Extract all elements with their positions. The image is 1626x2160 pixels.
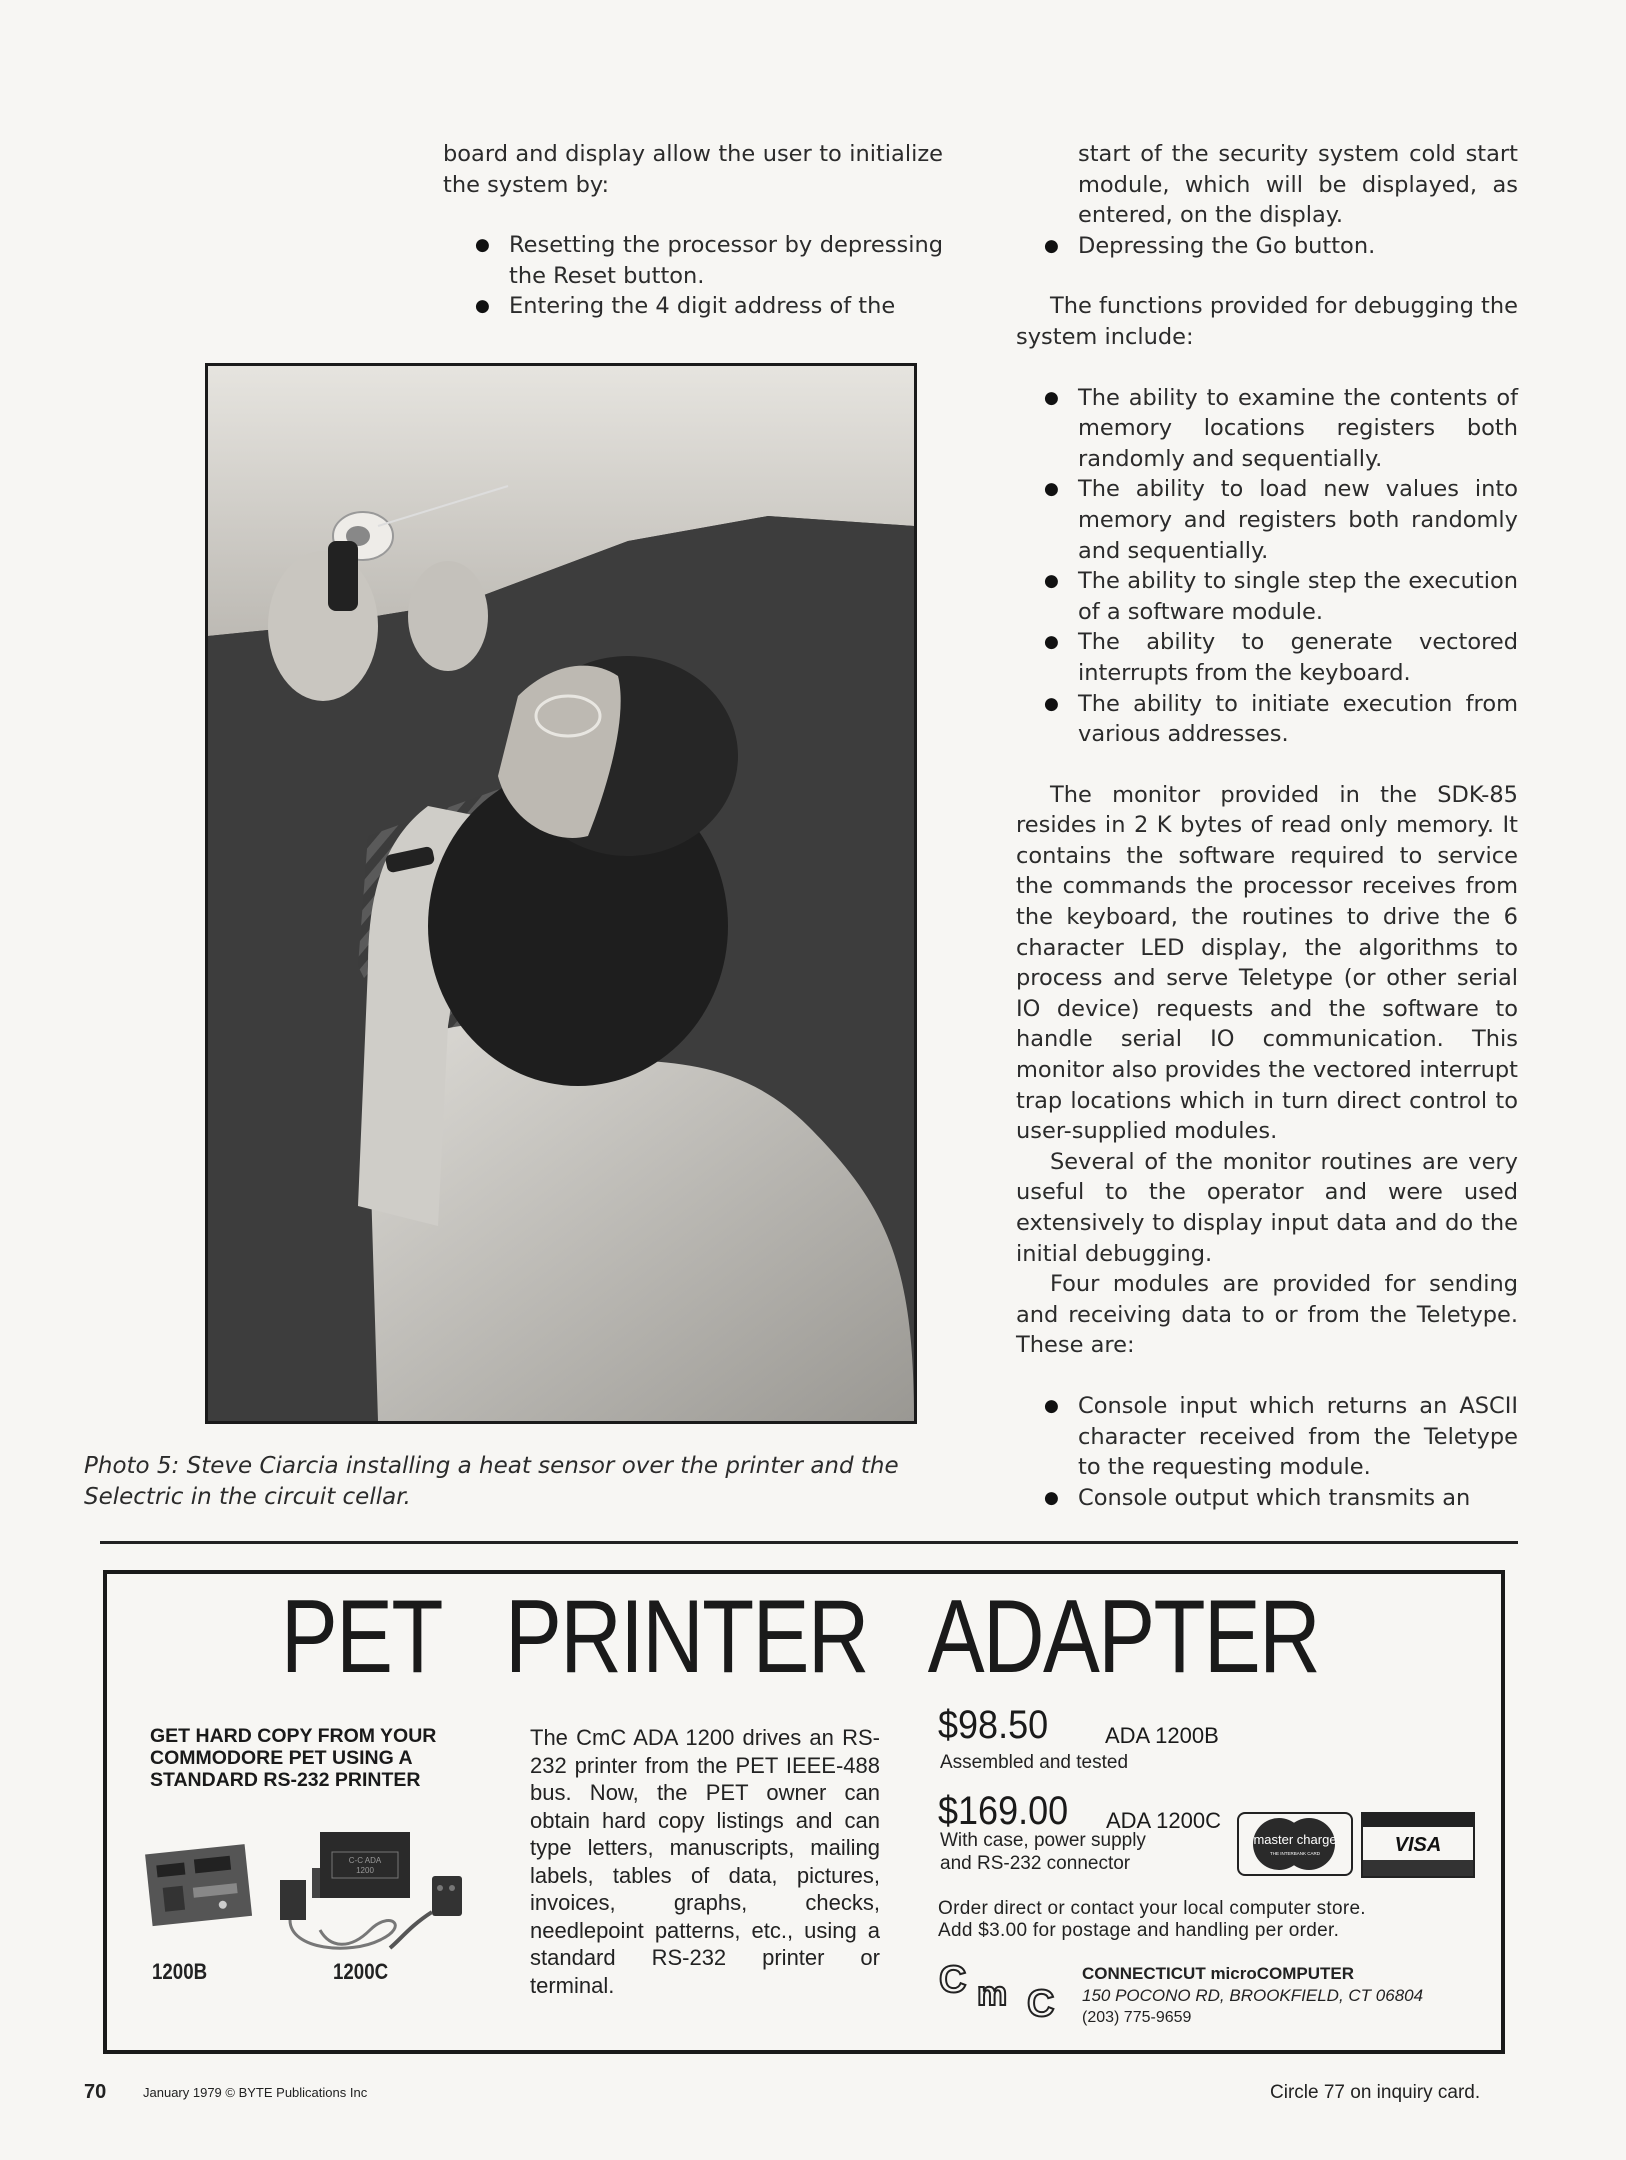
- product-label-1200c: 1200C: [333, 1959, 389, 1984]
- order-line-2: Add $3.00 for postage and handling per order.: [938, 1920, 1340, 1941]
- order-line-1: Order direct or contact your local computer store.: [938, 1898, 1366, 1919]
- list-item: ● The ability to examine the contents of memory locations registers both randomly and sequentially.: [1044, 383, 1518, 475]
- logo-letter-c1: C: [939, 1960, 967, 2001]
- debug-bullet-list: [1044, 383, 1518, 750]
- company-address: 150 POCONO RD, BROOKFIELD, CT 06804: [1082, 1986, 1424, 2005]
- go-bullet-list: [1044, 231, 1518, 262]
- ad-body-text: The CmC ADA 1200 drives an RS-232 printer from the PET IEEE-488 bus. Now, the PET owner can obtain hard copy listings and can type letters, manuscripts, mailing labels, tables of data, pictures, invoices, graphs, checks, needlepoint patterns, etc., using a standard RS-232 printer or terminal.: [530, 1725, 880, 1998]
- teletype-bullet-list: [1044, 1391, 1518, 1513]
- page-number: 70: [84, 2081, 107, 2103]
- list-item: ● The ability to single step the execution of a software module.: [1044, 566, 1518, 627]
- section-divider: [100, 1541, 1518, 1544]
- issue-line: January 1979 © BYTE Publications Inc: [143, 2085, 368, 2100]
- visa-text: VISA: [1394, 1834, 1442, 1856]
- unit-label-bottom: 1200: [356, 1866, 374, 1875]
- ad-title: PET PRINTER ADAPTER: [280, 1579, 1320, 1695]
- monitor-paragraph: The monitor provided in the SDK-85 resides in 2 K bytes of read only memory. It contains the software required to service the commands the processor receives from the keyboard, the routines to drive the 6 character LED display, the algorithms to process and serve Teletype (or other serial IO device) requests and the software to handle serial IO communication. This monitor also provides the vectored interrupt trap locations which in turn direct control to user-supplied modules.: [1016, 781, 1518, 1145]
- logo-letter-c2: C: [1027, 1983, 1055, 2020]
- company-phone: (203) 775-9659: [1082, 2009, 1192, 2026]
- desc-1200c-line1: With case, power supply: [940, 1830, 1146, 1851]
- model-1200b: ADA 1200B: [1105, 1723, 1219, 1748]
- list-item: ● The ability to generate vectored interrupts from the keyboard.: [1044, 627, 1518, 688]
- interbank-card-text: THE INTERBANK CARD: [1269, 1851, 1321, 1856]
- inquiry-line: Circle 77 on inquiry card.: [1270, 2082, 1481, 2103]
- cmc-logo-icon: [937, 1960, 1072, 2020]
- logo-letter-m: m: [977, 1975, 1008, 2013]
- teletype-modules-paragraph: Four modules are provided for sending and receiving data to or from the Teletype. These are:: [1016, 1271, 1518, 1359]
- master-charge-text: master charge: [1253, 1832, 1337, 1847]
- master-charge-logo: [1237, 1812, 1353, 1876]
- photo-caption: Photo 5: Steve Ciarcia installing a heat sensor over the printer and the Selectric in the circuit cellar.: [84, 1453, 899, 1510]
- list-item: ● Console output which transmits an: [1044, 1483, 1518, 1514]
- list-item: ● Depressing the Go button.: [1044, 231, 1518, 262]
- company-name: CONNECTICUT microCOMPUTER: [1082, 1964, 1355, 1983]
- visa-icon: [1363, 1814, 1473, 1876]
- product-label-1200b: 1200B: [152, 1959, 208, 1984]
- photo-image: [208, 366, 914, 1421]
- list-item: ● Entering the 4 digit address of the: [475, 291, 943, 322]
- left-column-text: [443, 139, 943, 322]
- intro-paragraph: board and display allow the user to initialize the system by:: [443, 141, 943, 198]
- routines-paragraph: Several of the monitor routines are very useful to the operator and were used extensively to display input data and do the initial debugging.: [1016, 1148, 1518, 1267]
- debug-intro-paragraph: The functions provided for debugging the system include:: [1016, 293, 1518, 350]
- master-charge-icon: [1239, 1814, 1351, 1874]
- right-column-text: [1016, 139, 1518, 1513]
- desc-1200c-line2: and RS-232 connector: [940, 1853, 1131, 1874]
- cmc-logo: [937, 1960, 1072, 2020]
- photo-steve-ciarcia: [205, 363, 917, 1424]
- list-item: ● Resetting the processor by depressing the Reset button.: [475, 230, 943, 291]
- list-item: ● The ability to initiate execution from various addresses.: [1044, 689, 1518, 750]
- visa-logo: [1361, 1812, 1475, 1878]
- desc-1200b: Assembled and tested: [940, 1752, 1129, 1773]
- unit-label-top: C-C ADA: [348, 1856, 382, 1865]
- price-1200c: $169.00: [938, 1789, 1069, 1833]
- product-image: [140, 1830, 480, 1960]
- model-1200c: ADA 1200C: [1106, 1808, 1221, 1833]
- security-continuation: start of the security system cold start module, which will be displayed, as entered, on the display.: [1078, 141, 1518, 229]
- list-item: ● The ability to load new values into memory and registers both randomly and sequentially.: [1044, 474, 1518, 566]
- init-bullet-list: [475, 230, 943, 322]
- product-photo: [140, 1830, 480, 1960]
- ad-headline: GET HARD COPY FROM YOUR COMMODORE PET USING A STANDARD RS-232 PRINTER: [150, 1725, 437, 1791]
- list-item: ● Console input which returns an ASCII character received from the Teletype to the requesting module.: [1044, 1391, 1518, 1483]
- price-1200b: $98.50: [938, 1703, 1049, 1747]
